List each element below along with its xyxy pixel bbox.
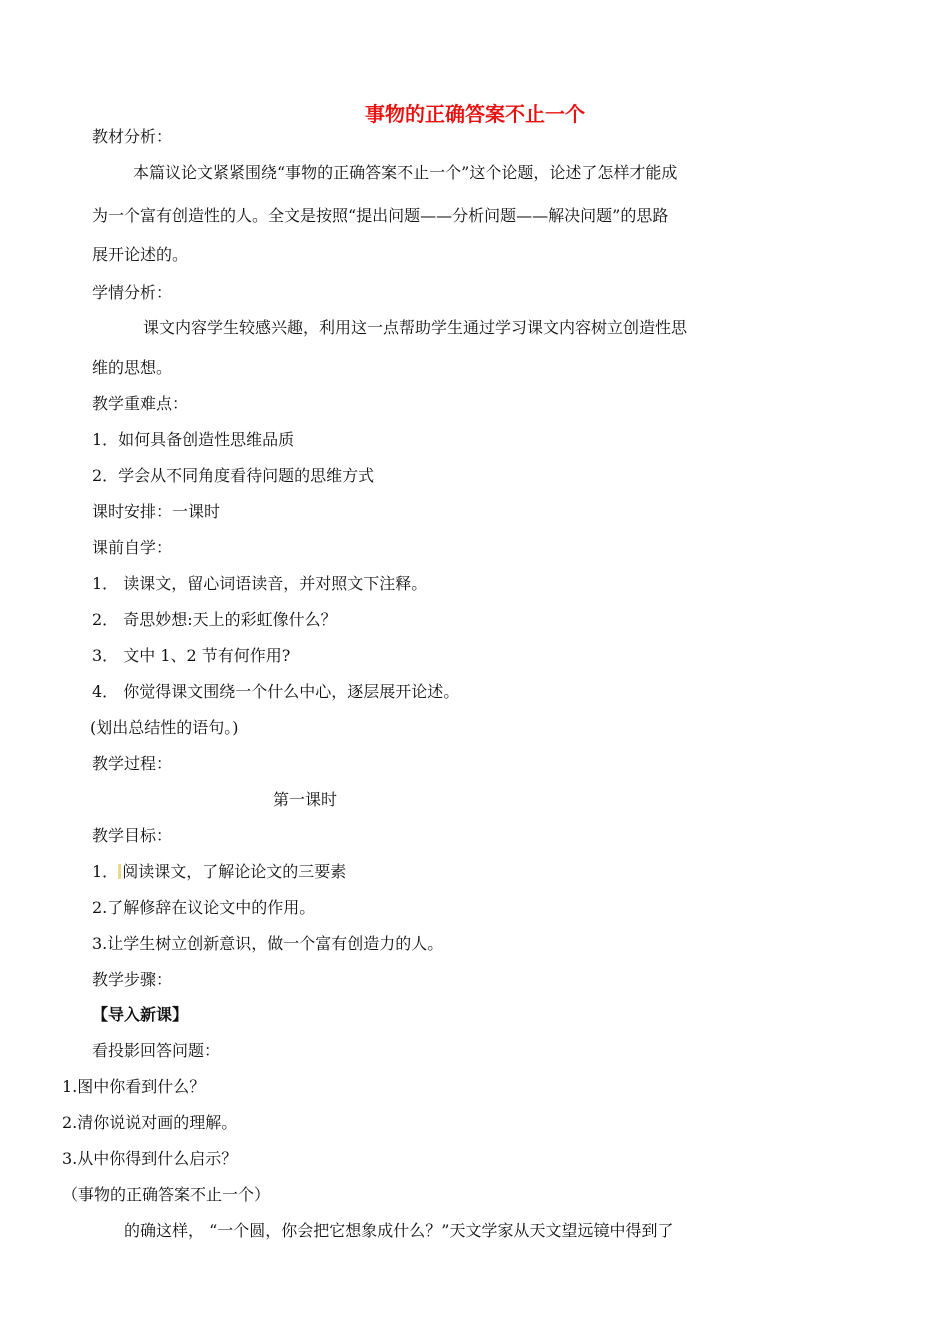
heading-process: 教学过程： bbox=[92, 754, 173, 773]
list-item: 2． 奇思妙想:天上的彩虹像什么？ bbox=[92, 610, 337, 629]
schedule-line: 课时安排：一课时 bbox=[92, 502, 221, 521]
question-item: 1.图中你看到什么？ bbox=[62, 1077, 206, 1096]
list-item: 2．学会从不同角度看待问题的思维方式 bbox=[92, 466, 375, 485]
paragraph-line: 课文内容学生较感兴趣，利用这一点帮助学生通过学习课文内容树立创造性思 bbox=[143, 318, 688, 337]
heading-pre-study: 课前自学： bbox=[92, 538, 173, 557]
list-item: 1． 读课文，留心词语读音，并对照文下注释。 bbox=[92, 574, 428, 593]
intro-label: 【导入新课】 bbox=[92, 1005, 189, 1024]
heading-key-points: 教学重难点： bbox=[92, 394, 189, 413]
highlight-mark bbox=[118, 864, 121, 879]
paragraph-line: 为一个富有创造性的人。全文是按照“提出问题——分析问题——解决问题”的思路 bbox=[92, 206, 669, 225]
list-text: 阅读课文，了解论论文的三要素 bbox=[122, 862, 347, 881]
lesson-label: 第一课时 bbox=[273, 790, 338, 809]
document-title: 事物的正确答案不止一个 bbox=[365, 102, 585, 126]
list-item: 1．如何具备创造性思维品质 bbox=[92, 430, 295, 449]
question-item: 3.从中你得到什么启示？ bbox=[62, 1149, 238, 1168]
prompt-line: 看投影回答问题： bbox=[92, 1041, 221, 1060]
heading-steps: 教学步骤： bbox=[92, 970, 173, 989]
list-item bbox=[92, 862, 346, 882]
question-item: 2.清你说说对画的理解。 bbox=[62, 1113, 238, 1132]
list-number: 1． bbox=[92, 862, 119, 881]
pre-study-note: (划出总结性的语句。) bbox=[90, 718, 239, 737]
paragraph-line: 展开论述的。 bbox=[92, 245, 189, 264]
list-item: 2.了解修辞在议论文中的作用。 bbox=[92, 898, 316, 917]
answer-line: （事物的正确答案不止一个） bbox=[62, 1185, 271, 1204]
heading-objectives: 教学目标： bbox=[92, 826, 173, 845]
paragraph-line: 维的思想。 bbox=[92, 358, 173, 377]
paragraph-line: 的确这样， “一个圆，你会把它想象成什么？”天文学家从天文望远镜中得到了 bbox=[124, 1221, 674, 1240]
heading-student-analysis: 学情分析： bbox=[92, 283, 173, 302]
list-item: 3.让学生树立创新意识，做一个富有创造力的人。 bbox=[92, 934, 444, 953]
list-item: 3． 文中 1、2 节有何作用? bbox=[92, 646, 291, 665]
list-item: 4． 你觉得课文围绕一个什么中心，逐层展开论述。 bbox=[92, 682, 460, 701]
paragraph-line: 本篇议论文紧紧围绕“事物的正确答案不止一个”这个论题，论述了怎样才能成 bbox=[133, 163, 678, 182]
heading-textbook-analysis: 教材分析： bbox=[92, 127, 173, 146]
